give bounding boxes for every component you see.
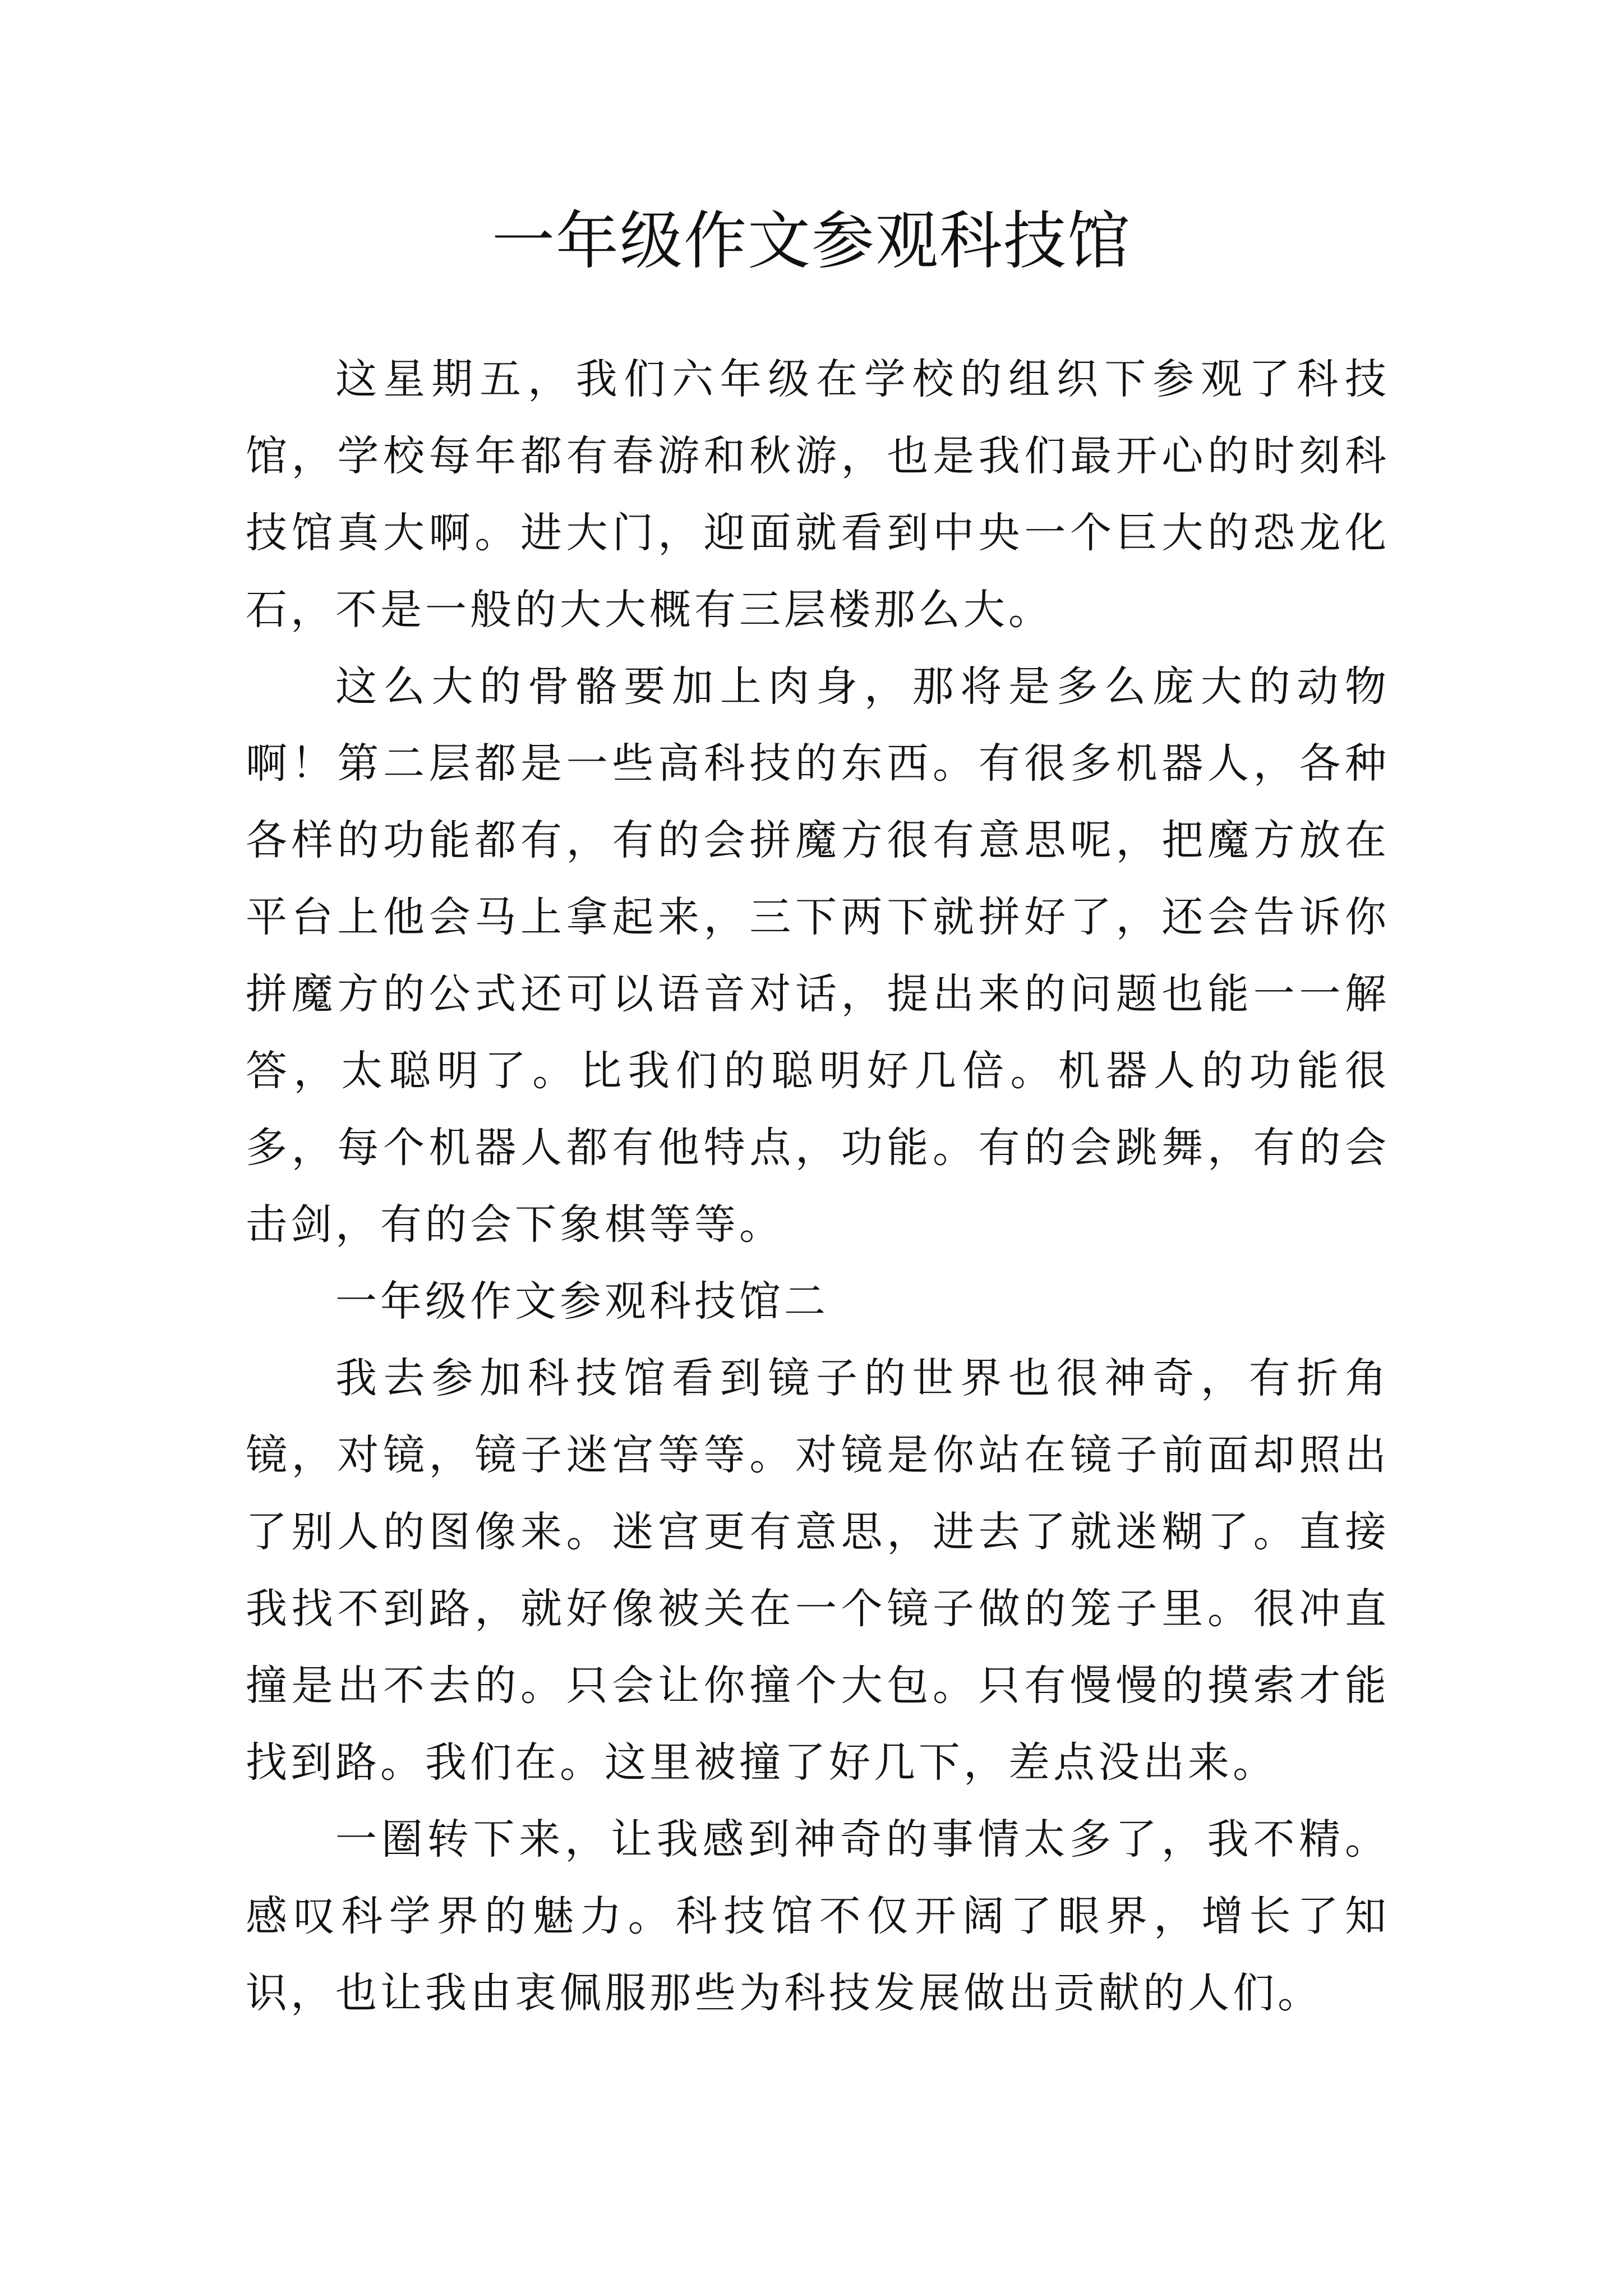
document-body <box>246 341 1390 2032</box>
paragraph-4: 一圈转下来，让我感到神奇的事情太多了，我不精。感叹科学界的魅力。科技馆不仅开阔了眼界，增长了知识，也让我由衷佩服那些为科技发展做出贡献的人们。 <box>246 1815 1390 2017</box>
paragraph-3: 我去参加科技馆看到镜子的世界也很神奇，有折角镜，对镜，镜子迷宫等等。对镜是你站在镜子前面却照出了别人的图像来。迷宫更有意思，进去了就迷糊了。直接我找不到路，就好像被关在一个镜子做的笼子里。很冲直撞是出不去的。只会让你撞个大包。只有慢慢的摸索才能找到路。我们在。这里被撞了好几下，差点没出来。 <box>246 1354 1390 1787</box>
section-heading: 一年级作文参观科技馆二 <box>335 1277 829 1326</box>
paragraph-2: 这么大的骨骼要加上肉身，那将是多么庞大的动物啊！第二层都是一些高科技的东西。有很多机器人，各种各样的功能都有，有的会拼魔方很有意思呢，把魔方放在平台上他会马上拿起来，三下两下就拼好了，还会告诉你拼魔方的公式还可以语音对话，提出来的问题也能一一解答，太聪明了。比我们的聪明好几倍。机器人的功能很多，每个机器人都有他特点，功能。有的会跳舞，有的会击剑，有的会下象棋等等。 <box>246 662 1390 1249</box>
document-title: 一年级作文参观科技馆 <box>492 205 1131 278</box>
paragraph-1: 这星期五，我们六年级在学校的组织下参观了科技馆，学校每年都有春游和秋游，也是我们最开心的时刻科技馆真大啊。进大门，迎面就看到中央一个巨大的恐龙化石，不是一般的大大概有三层楼那么大。 <box>246 355 1390 634</box>
